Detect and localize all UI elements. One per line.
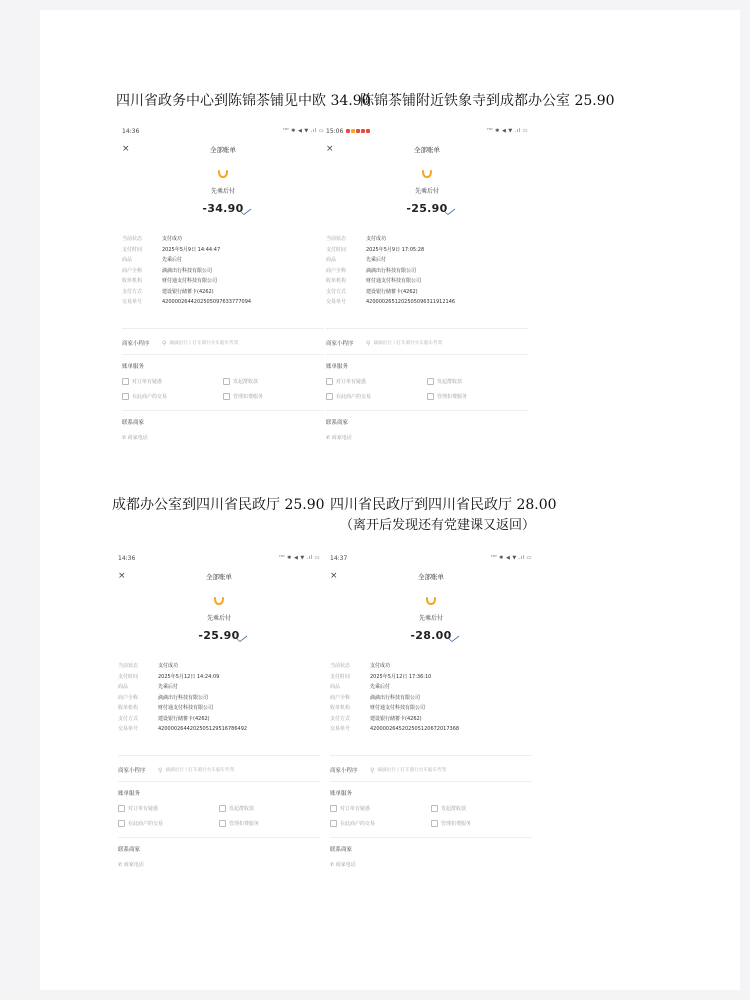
detail-list <box>326 234 528 308</box>
close-icon[interactable]: × <box>326 144 334 154</box>
detail-value: 建设银行储蓄卡(4262) <box>158 715 210 722</box>
service-icon <box>326 393 333 400</box>
detail-key: 当前状态 <box>330 663 351 669</box>
service-item[interactable] <box>427 378 528 385</box>
merchant-phone-label: 商家电话 <box>335 862 356 868</box>
service-item[interactable] <box>431 820 532 827</box>
service-label: 发起群收款 <box>437 379 463 385</box>
divider <box>122 328 324 329</box>
detail-row <box>118 672 320 683</box>
service-icon <box>219 805 226 812</box>
service-grid <box>122 378 324 400</box>
phone-icon: ✆ <box>122 435 128 441</box>
app-notification-icon <box>361 129 365 133</box>
bill-service-title: 账单服务 <box>118 791 141 797</box>
detail-row <box>330 682 532 693</box>
mini-program-row[interactable] <box>326 336 528 350</box>
detail-key: 支付方式 <box>330 715 351 722</box>
app-notification-icon <box>346 129 350 133</box>
detail-key: 收单机构 <box>118 705 139 711</box>
detail-row <box>330 693 532 704</box>
receipt-screenshot <box>114 553 324 893</box>
caption-top-left: 四川省政务中心到陈锦茶铺见中欧 34.90 <box>116 93 371 109</box>
detail-row <box>122 276 324 287</box>
caption-top-right: 陈锦茶铺附近铁象寺到成都办公室 25.90 <box>360 93 615 109</box>
detail-value: 财付通支付科技有限公司 <box>158 705 214 711</box>
detail-key: 交易单号 <box>326 299 347 305</box>
detail-key: 当前状态 <box>326 236 347 242</box>
detail-value: 滴滴出行科技有限公司 <box>370 694 421 701</box>
contact-merchant-title: 联系商家 <box>118 847 141 853</box>
link-icon: ⚲ <box>370 766 375 774</box>
merchant-phone-label: 商家电话 <box>127 435 148 441</box>
detail-row <box>118 724 320 735</box>
receipt-screenshot <box>322 126 532 466</box>
app-notification-icon <box>356 129 360 133</box>
service-item[interactable] <box>431 805 532 812</box>
receipt-screenshot <box>326 553 536 893</box>
status-time: 15:06 <box>326 127 344 135</box>
contact-merchant-title: 联系商家 <box>122 420 145 426</box>
mini-program-label: 商家小程序 <box>330 768 358 774</box>
service-label: 管理扣费服务 <box>437 394 468 400</box>
mini-program-row[interactable] <box>118 763 320 777</box>
caption-bottom-right-line2: （离开后发现还有党建课又返回） <box>340 518 536 533</box>
mini-program-label: 商家小程序 <box>326 341 354 347</box>
detail-value: 4200002644202505097633777094 <box>162 299 252 305</box>
system-status-icons: ᴴᴰ ✱ ◀ ▼ .ıl ▭ <box>279 555 320 561</box>
mini-program-value: 滴滴出行丨打车骑行火车船车代驾 <box>165 768 235 773</box>
detail-value: 先乘后付 <box>366 257 387 263</box>
service-icon <box>219 820 226 827</box>
phone-icon: ✆ <box>118 862 124 868</box>
receipt-screenshot <box>118 126 328 466</box>
payment-amount: -25.90 <box>198 629 240 642</box>
caption-bottom-left: 成都办公室到四川省民政厅 25.90 <box>112 497 325 513</box>
nav-header <box>114 571 324 583</box>
detail-key: 支付时间 <box>122 246 143 253</box>
detail-value: 先乘后付 <box>162 257 183 263</box>
service-icon <box>118 805 125 812</box>
service-label: 在此商户的交易 <box>132 394 168 400</box>
detail-row <box>326 245 528 256</box>
service-grid <box>330 805 532 827</box>
divider <box>118 755 320 756</box>
detail-value: 2025年5月12日 17:36:10 <box>370 673 432 680</box>
app-notification-icon <box>351 129 355 133</box>
detail-value: 滴滴出行科技有限公司 <box>158 694 209 701</box>
didi-logo-icon <box>425 597 437 605</box>
detail-row <box>118 693 320 704</box>
divider <box>118 781 320 782</box>
service-label: 发起群收款 <box>229 806 255 812</box>
detail-key: 交易单号 <box>330 726 351 732</box>
detail-value: 支付成功 <box>366 236 387 242</box>
mini-program-row[interactable] <box>330 763 532 777</box>
detail-value: 2025年5月12日 14:24:09 <box>158 673 220 680</box>
didi-logo-icon <box>213 597 225 605</box>
merchant-brand: 先乘后付 <box>210 188 235 195</box>
service-icon <box>330 805 337 812</box>
detail-row <box>326 287 528 298</box>
service-grid <box>118 805 320 827</box>
detail-row <box>118 661 320 672</box>
detail-row <box>118 703 320 714</box>
notification-icons <box>346 129 370 133</box>
status-bar <box>122 126 324 136</box>
service-icon <box>223 393 230 400</box>
service-icon <box>122 378 129 385</box>
detail-row <box>122 234 324 245</box>
detail-value: 先乘后付 <box>370 684 391 690</box>
detail-row <box>330 703 532 714</box>
merchant-phone-label: 商家电话 <box>331 435 352 441</box>
page-title: 全部账单 <box>206 573 232 581</box>
detail-value: 滴滴出行科技有限公司 <box>162 267 213 274</box>
caption-bottom-right-line1: 四川省民政厅到四川省民政厅 28.00 <box>330 497 557 513</box>
detail-value: 支付成功 <box>370 663 391 669</box>
service-icon <box>431 805 438 812</box>
close-icon[interactable]: × <box>122 144 130 154</box>
service-icon <box>431 820 438 827</box>
merchant-brand: 先乘后付 <box>206 615 231 622</box>
detail-key: 当前状态 <box>122 236 143 242</box>
link-icon: ⚲ <box>162 339 167 347</box>
service-label: 发起群收款 <box>441 806 467 812</box>
detail-value: 财付通支付科技有限公司 <box>370 705 426 711</box>
didi-logo-icon <box>217 170 229 178</box>
detail-value: 4200002644202505129516786492 <box>158 726 248 732</box>
detail-list <box>122 234 324 308</box>
detail-row <box>122 266 324 277</box>
divider <box>326 328 528 329</box>
service-item[interactable] <box>330 820 431 827</box>
merchant-phone-link[interactable] <box>326 434 352 441</box>
app-notification-icon <box>366 129 370 133</box>
merchant-phone-link[interactable] <box>122 434 148 441</box>
didi-logo-icon <box>421 170 433 178</box>
divider <box>118 837 320 838</box>
detail-key: 支付时间 <box>326 246 347 253</box>
detail-row <box>122 297 324 308</box>
page-title: 全部账单 <box>414 146 440 154</box>
service-label: 对订单有疑惑 <box>128 806 159 812</box>
service-label: 管理扣费服务 <box>233 394 264 400</box>
mini-program-value: 滴滴出行丨打车骑行火车船车代驾 <box>373 341 443 346</box>
contact-merchant-title: 联系商家 <box>330 847 353 853</box>
service-icon <box>326 378 333 385</box>
service-icon <box>330 820 337 827</box>
status-bar <box>330 553 532 563</box>
service-grid <box>326 378 528 400</box>
detail-list <box>330 661 532 735</box>
service-icon <box>122 393 129 400</box>
service-label: 在此商户的交易 <box>336 394 372 400</box>
detail-key: 支付方式 <box>326 288 347 295</box>
handwritten-check-mark <box>448 635 460 642</box>
detail-key: 收单机构 <box>330 705 351 711</box>
detail-row <box>330 714 532 725</box>
detail-key: 商品 <box>326 257 337 263</box>
detail-row <box>330 724 532 735</box>
detail-key: 商品 <box>118 684 129 690</box>
phone-icon: ✆ <box>326 435 332 441</box>
detail-key: 交易单号 <box>122 299 143 305</box>
service-item[interactable] <box>223 393 324 400</box>
system-status-icons: ᴴᴰ ✱ ◀ ▼ .ıl ▭ <box>283 128 324 134</box>
service-item[interactable] <box>326 393 427 400</box>
detail-value: 2025年5月9日 14:44:47 <box>162 246 221 253</box>
service-label: 对订单有疑惑 <box>340 806 371 812</box>
service-item[interactable] <box>219 820 320 827</box>
detail-row <box>326 297 528 308</box>
service-label: 发起群收款 <box>233 379 259 385</box>
mini-program-row[interactable] <box>122 336 324 350</box>
service-label: 对订单有疑惑 <box>132 379 163 385</box>
detail-key: 支付时间 <box>118 673 139 680</box>
service-item[interactable] <box>219 805 320 812</box>
detail-row <box>118 714 320 725</box>
service-label: 管理扣费服务 <box>441 821 472 827</box>
detail-row <box>330 661 532 672</box>
divider <box>330 837 532 838</box>
close-icon[interactable]: × <box>330 571 338 581</box>
detail-value: 建设银行储蓄卡(4262) <box>162 288 214 295</box>
detail-row <box>122 255 324 266</box>
detail-key: 支付方式 <box>122 288 143 295</box>
detail-value: 4200002645202505120672017368 <box>370 726 460 732</box>
divider <box>330 781 532 782</box>
detail-row <box>118 682 320 693</box>
contact-merchant-title: 联系商家 <box>326 420 349 426</box>
handwritten-check-mark <box>444 208 456 215</box>
service-item[interactable] <box>122 393 223 400</box>
handwritten-check-mark <box>236 635 248 642</box>
payment-amount: -34.90 <box>202 202 244 215</box>
system-status-icons: ᴴᴰ ✱ ◀ ▼ .ıl ▭ <box>487 128 528 134</box>
service-item[interactable] <box>326 378 427 385</box>
service-label: 在此商户的交易 <box>128 821 164 827</box>
detail-row <box>326 266 528 277</box>
detail-key: 当前状态 <box>118 663 139 669</box>
detail-value: 支付成功 <box>162 236 183 242</box>
status-time: 14:36 <box>118 554 136 562</box>
detail-value: 先乘后付 <box>158 684 179 690</box>
service-label: 对订单有疑惑 <box>336 379 367 385</box>
detail-key: 商户全称 <box>118 694 139 701</box>
detail-row <box>326 276 528 287</box>
detail-value: 2025年5月9日 17:05:28 <box>366 246 425 253</box>
nav-header <box>118 144 328 156</box>
status-bar <box>118 553 320 563</box>
payment-amount: -28.00 <box>410 629 452 642</box>
nav-header <box>326 571 536 583</box>
service-label: 管理扣费服务 <box>229 821 260 827</box>
status-time: 14:37 <box>330 554 348 562</box>
service-label: 在此商户的交易 <box>340 821 376 827</box>
service-item[interactable] <box>118 820 219 827</box>
merchant-brand: 先乘后付 <box>418 615 443 622</box>
system-status-icons: ᴴᴰ ✱ ◀ ▼ .ıl ▭ <box>491 555 532 561</box>
divider <box>326 354 528 355</box>
service-item[interactable] <box>118 805 219 812</box>
detail-key: 支付方式 <box>118 715 139 722</box>
merchant-phone-label: 商家电话 <box>123 862 144 868</box>
status-bar <box>326 126 528 136</box>
detail-key: 商品 <box>122 257 133 263</box>
payment-amount: -25.90 <box>406 202 448 215</box>
link-icon: ⚲ <box>158 766 163 774</box>
service-item[interactable] <box>223 378 324 385</box>
divider <box>122 410 324 411</box>
detail-value: 财付通支付科技有限公司 <box>162 278 218 284</box>
divider <box>326 410 528 411</box>
detail-key: 收单机构 <box>122 278 143 284</box>
detail-value: 建设银行储蓄卡(4262) <box>370 715 422 722</box>
detail-row <box>326 255 528 266</box>
bill-service-title: 账单服务 <box>326 364 349 370</box>
link-icon: ⚲ <box>366 339 371 347</box>
detail-key: 收单机构 <box>326 278 347 284</box>
mini-program-label: 商家小程序 <box>122 341 150 347</box>
divider <box>330 755 532 756</box>
detail-key: 支付时间 <box>330 673 351 680</box>
divider <box>122 354 324 355</box>
detail-row <box>330 672 532 683</box>
detail-key: 商户全称 <box>122 267 143 274</box>
page-title: 全部账单 <box>418 573 444 581</box>
service-item[interactable] <box>330 805 431 812</box>
detail-value: 4200002651202505096311912146 <box>366 299 456 305</box>
detail-list <box>118 661 320 735</box>
service-icon <box>427 378 434 385</box>
detail-row <box>326 234 528 245</box>
handwritten-check-mark <box>240 208 252 215</box>
merchant-brand: 先乘后付 <box>414 188 439 195</box>
service-icon <box>223 378 230 385</box>
mini-program-value: 滴滴出行丨打车骑行火车船车代驾 <box>377 768 447 773</box>
detail-key: 商户全称 <box>326 267 347 274</box>
detail-value: 财付通支付科技有限公司 <box>366 278 422 284</box>
status-time: 14:36 <box>122 127 140 135</box>
detail-value: 支付成功 <box>158 663 179 669</box>
phone-icon: ✆ <box>330 862 336 868</box>
detail-key: 交易单号 <box>118 726 139 732</box>
detail-row <box>122 245 324 256</box>
service-icon <box>118 820 125 827</box>
service-item[interactable] <box>427 393 528 400</box>
bill-service-title: 账单服务 <box>330 791 353 797</box>
detail-value: 滴滴出行科技有限公司 <box>366 267 417 274</box>
merchant-phone-link[interactable] <box>330 861 356 868</box>
merchant-phone-link[interactable] <box>118 861 144 868</box>
bill-service-title: 账单服务 <box>122 364 145 370</box>
service-item[interactable] <box>122 378 223 385</box>
mini-program-value: 滴滴出行丨打车骑行火车船车代驾 <box>169 341 239 346</box>
nav-header <box>322 144 532 156</box>
page-title: 全部账单 <box>210 146 236 154</box>
mini-program-label: 商家小程序 <box>118 768 146 774</box>
service-icon <box>427 393 434 400</box>
detail-row <box>122 287 324 298</box>
detail-key: 商户全称 <box>330 694 351 701</box>
close-icon[interactable]: × <box>118 571 126 581</box>
detail-key: 商品 <box>330 684 341 690</box>
detail-value: 建设银行储蓄卡(4262) <box>366 288 418 295</box>
